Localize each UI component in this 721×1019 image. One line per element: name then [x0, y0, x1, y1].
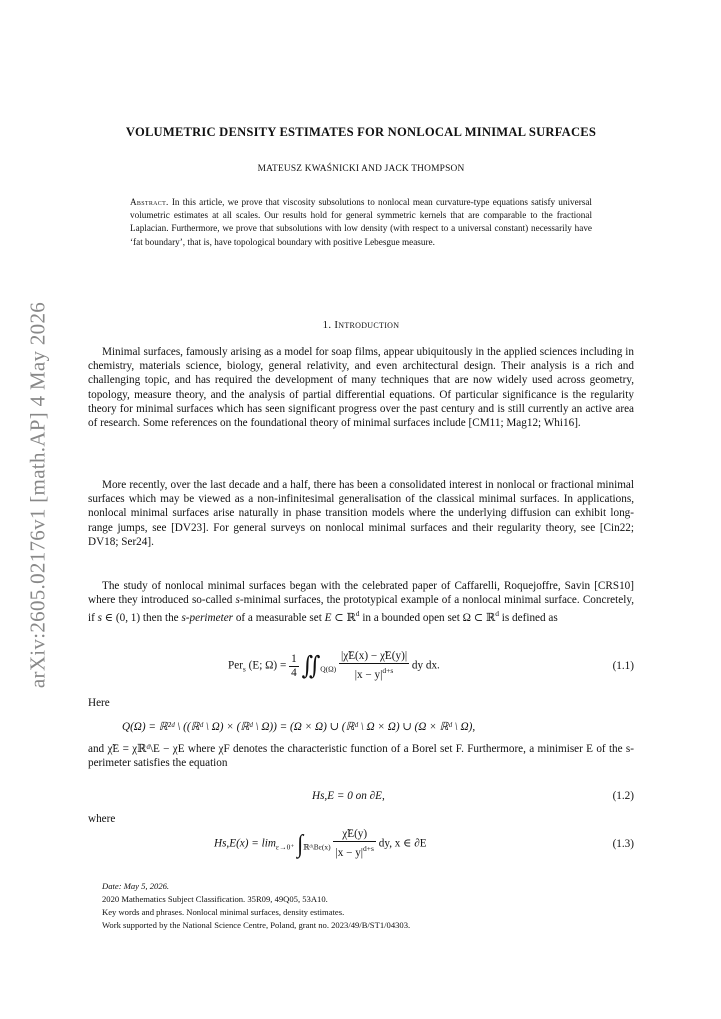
footnotes	[102, 880, 632, 932]
eq1-coef: $\frac{1}{4}$	[291, 652, 297, 679]
abstract-label: Abstract.	[130, 197, 169, 207]
eq1-domain: Q(Ω)	[320, 664, 337, 674]
double-integral-sign: ∬	[301, 651, 321, 680]
equation-1-1-body	[228, 650, 440, 682]
abstract-text: In this article, we prove that viscosity subsolutions to nonlocal mean curvature-type equations satisfy universal volumetric estimates at all scales. Our results hold for general symmetric kernels that are comparable to the fractional Laplacian. Furthermore, we prove that subsolutions with low density (with respect to a universal constant) necessarily have ‘fat boundary’, that is, have topological boundary with positive Lebesgue measure.	[130, 197, 592, 247]
paper-title: VOLUMETRIC DENSITY ESTIMATES FOR NONLOCAL MINIMAL SURFACES	[125, 125, 597, 139]
p3-part-d: of a measurable set	[233, 612, 325, 625]
paragraph-1	[88, 345, 634, 430]
eq3-lhs: Hs,E(x) = lim	[214, 837, 276, 850]
equation-1-3-body	[214, 828, 427, 860]
p3-s: s	[235, 594, 240, 607]
equation-1-3	[88, 828, 634, 864]
abstract	[130, 196, 592, 249]
equation-1-2-body: Hs,E = 0 on ∂E,	[312, 790, 385, 802]
eq1-lhs: Per	[228, 659, 243, 672]
eq3-fraction: $\frac{\chĩE(y)}{|x - y|^{d+s}}$	[335, 828, 374, 859]
arxiv-stamp-text: arXiv:2605.02176v1 [math.AP] 4 May 2026	[25, 301, 50, 689]
eq3-tail: dy, x ∈ ∂E	[378, 837, 427, 850]
after-q-paragraph	[88, 742, 634, 770]
p3-part-a: The study of nonlocal minimal surfaces began with the celebrated paper of Caffarelli, Roquejoffre, Savin [CRS10] where they introduced so-called	[88, 580, 634, 607]
eq3-lim-sub: ε→0⁺	[275, 842, 295, 852]
p3-perimeter: s-perimeter	[181, 612, 234, 625]
section-heading: 1. Introduction	[322, 319, 400, 331]
equation-number-1-3: (1.3)	[612, 838, 634, 850]
p3-d-2: d	[495, 609, 499, 619]
equation-1-1	[88, 650, 634, 686]
eq1-tail: dy dx.	[411, 659, 440, 672]
after-q-text: and χ̃E = χℝᵈ\E − χE where χF denotes the characteristic function of a Borel set F. Furthermore, a minimiser E of the s-perimeter satisfies the equation	[88, 743, 634, 770]
here-label: Here	[88, 697, 110, 709]
footnote-support: Work supported by the National Science Centre, Poland, grant no. 2023/49/B/ST1/04303.	[102, 920, 411, 930]
p3-s-2: s	[97, 612, 102, 625]
equation-number-1-1: (1.1)	[612, 660, 634, 672]
integral-sign: ∫	[297, 829, 304, 858]
p3-part-f: in a bounded open set Ω ⊂ ℝ	[359, 612, 496, 625]
p3-part-g: is defined as	[499, 612, 558, 625]
p3-E: E	[324, 612, 332, 625]
paper-authors: MATEUSZ KWAŚNICKI AND JACK THOMPSON	[257, 164, 465, 174]
paragraph-2-text: More recently, over the last decade and a half, there has been a consolidated interest in nonlocal or fractional minimal surfaces which may be viewed as a non-infinitesimal generalisation of the classical minimal surfaces. In applications, nonlocal minimal surfaces arise naturally in phase transition models where the underlying diffusion can exhibit long-range jumps, see [DV23]. For general surveys on nonlocal minimal surfaces and their regularity theory, see [Cin22; DV18; Ser24].	[88, 479, 634, 548]
eq1-lhs-args: (E; Ω) =	[248, 659, 287, 672]
where-label: where	[88, 813, 116, 825]
eq1-lhs-sub: s	[242, 664, 246, 674]
eq3-domain: ℝᵈ\Bε(x)	[303, 842, 331, 852]
paragraph-3-text	[88, 579, 634, 626]
eq1-fraction: $\frac{|\chĩE(x) - \chĩE(y)|}{|x - y|^{d+s}}$	[340, 650, 408, 681]
arxiv-stamp	[22, 301, 54, 689]
p3-d: d	[355, 609, 360, 619]
p3-part-c: ∈ (0, 1) then the	[102, 612, 182, 625]
footnote-date: Date: May 5, 2026.	[102, 881, 170, 891]
p3-part-b: -minimal surfaces, the prototypical example of a nonlocal minimal surface. Concretely, if	[88, 594, 634, 625]
p3-part-e: ⊂ ℝ	[331, 612, 356, 625]
equation-q-omega: Q(Ω) = ℝ²ᵈ \ ((ℝᵈ \ Ω) × (ℝᵈ \ Ω)) = (Ω × Ω) ∪ (ℝᵈ \ Ω × Ω) ∪ (Ω × ℝᵈ \ Ω),	[122, 721, 476, 733]
paragraph-1-text: Minimal surfaces, famously arising as a model for soap films, appear ubiquitously in the applied sciences including in chemistry, materials science, biology, general relativity, and even architectural design. Their analysis is a rich and challenging topic, and has required the development of many techniques that are now widely used across geometry, topology, measure theory, and the analysis of partial differential equations. Of particular significance is the regularity theory for minimal surfaces which has seen significant progress over the past century and is still currently an active area of research. Some references on the foundational theory of minimal surfaces include [CM11; Mag12; Whi16].	[88, 346, 634, 430]
footnote-keywords: Key words and phrases. Nonlocal minimal surfaces, density estimates.	[102, 907, 345, 917]
paragraph-2	[88, 478, 634, 549]
equation-number-1-2: (1.2)	[612, 790, 634, 802]
footnote-msc: 2020 Mathematics Subject Classification. 35R09, 49Q05, 53A10.	[102, 894, 328, 904]
equation-1-2	[88, 790, 634, 808]
paragraph-3	[88, 579, 634, 626]
